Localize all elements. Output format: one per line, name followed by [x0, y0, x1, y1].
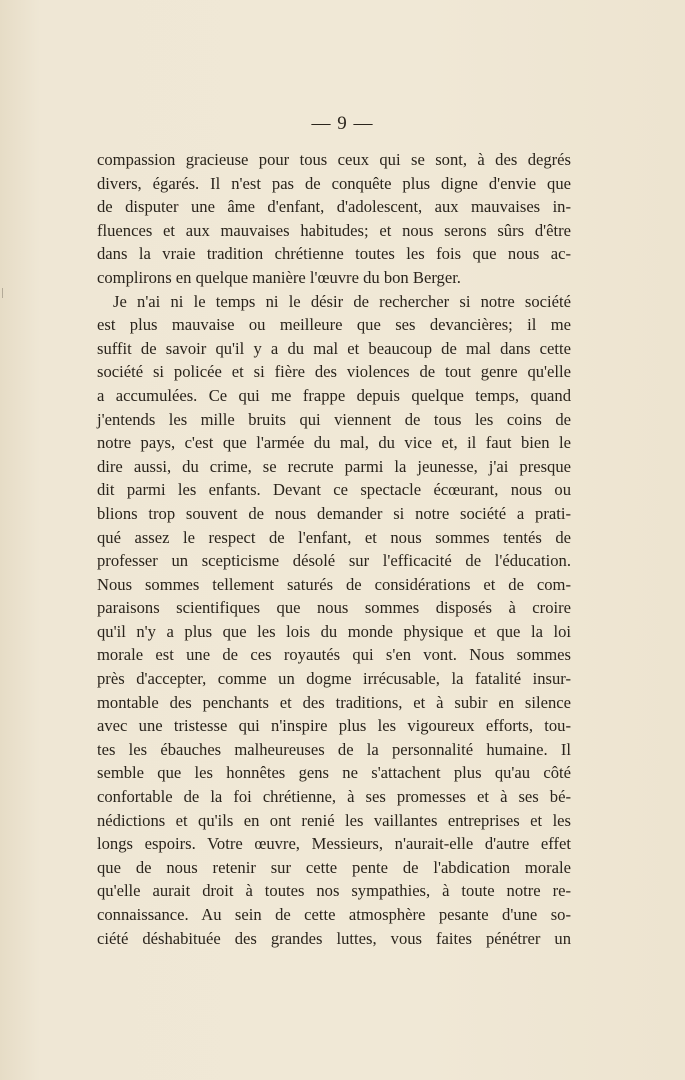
- text-line: dans la vraie tradition chrétienne toutes les fois que nous ac-: [97, 244, 571, 264]
- text-line: qué assez le respect de l'enfant, et nous sommes tentés de: [97, 527, 571, 547]
- text-line: de disputer une âme d'enfant, d'adolescent, aux mauvaises in-: [97, 197, 571, 217]
- text-line: nédictions et qu'ils en ont renié les vaillantes entreprises et les: [97, 810, 571, 830]
- text-line: divers, égarés. Il n'est pas de conquête plus digne d'envie que: [97, 173, 571, 193]
- text-line: connaissance. Au sein de cette atmosphère pesante d'une so-: [97, 905, 571, 924]
- text-line: paraisons scientifiques que nous sommes disposés à croire: [97, 598, 571, 618]
- text-line: semble que les honnêtes gens ne s'attachent plus qu'au côté: [97, 763, 571, 783]
- text-line: ciété déshabituée des grandes luttes, vous faites pénétrer un: [97, 928, 571, 948]
- text-line: professer un scepticisme désolé sur l'efficacité de l'éducation.: [97, 551, 571, 571]
- text-line: fluences et aux mauvaises habitudes; et nous serons sûrs d'être: [97, 220, 571, 240]
- text-line: morale est une de ces royautés qui s'en vont. Nous sommes: [97, 645, 571, 665]
- text-line: tes les ébauches malheureuses de la personnalité humaine. Il: [97, 739, 571, 759]
- text-line: Je n'ai ni le temps ni le désir de rechercher si notre société: [113, 291, 571, 311]
- margin-mark: [2, 288, 6, 298]
- text-line: société si policée et si fière des violences de tout genre qu'elle: [97, 362, 571, 382]
- text-line: qu'il n'y a plus que les lois du monde physique et que la loi: [97, 621, 571, 641]
- text-line: dire aussi, du crime, se recrute parmi la jeunesse, j'ai presque: [97, 456, 571, 476]
- text-line: longs espoirs. Votre œuvre, Messieurs, n'aurait-elle d'autre effet: [97, 834, 571, 854]
- text-line: j'entends les mille bruits qui viennent de tous les coins de: [97, 409, 571, 429]
- text-line: que de nous retenir sur cette pente de l'abdication morale: [97, 857, 571, 877]
- body-text: [97, 148, 571, 950]
- text-line: confortable de la foi chrétienne, à ses promesses et à ses bé-: [97, 787, 571, 807]
- text-line: a accumulées. Ce qui me frappe depuis quelque temps, quand: [97, 385, 571, 405]
- text-line: près d'accepter, comme un dogme irrécusable, la fatalité insur-: [97, 669, 571, 689]
- text-line: blions trop souvent de nous demander si notre société a prati-: [97, 503, 571, 523]
- text-line: complirons en quelque manière l'œuvre du bon Berger.: [97, 267, 461, 287]
- text-line: qu'elle aurait droit à toutes nos sympathies, à toute notre re-: [97, 881, 571, 901]
- page-number-header: — 9 —: [311, 113, 374, 134]
- text-line: suffit de savoir qu'il y a du mal et beaucoup de mal dans cette: [97, 338, 571, 358]
- text-line: Nous sommes tellement saturés de considérations et de com-: [97, 574, 571, 594]
- text-line: dit parmi les enfants. Devant ce spectacle écœurant, nous ou: [97, 480, 571, 500]
- text-line: compassion gracieuse pour tous ceux qui se sont, à des degrés: [97, 150, 571, 169]
- text-line: est plus mauvaise ou meilleure que ses devancières; il me: [97, 315, 571, 335]
- text-line: montable des penchants et des traditions, et à subir en silence: [97, 692, 571, 712]
- text-line: notre pays, c'est que l'armée du mal, du vice et, il faut bien le: [97, 433, 571, 453]
- text-line: avec une tristesse qui n'inspire plus les vigoureux efforts, tou-: [97, 716, 571, 736]
